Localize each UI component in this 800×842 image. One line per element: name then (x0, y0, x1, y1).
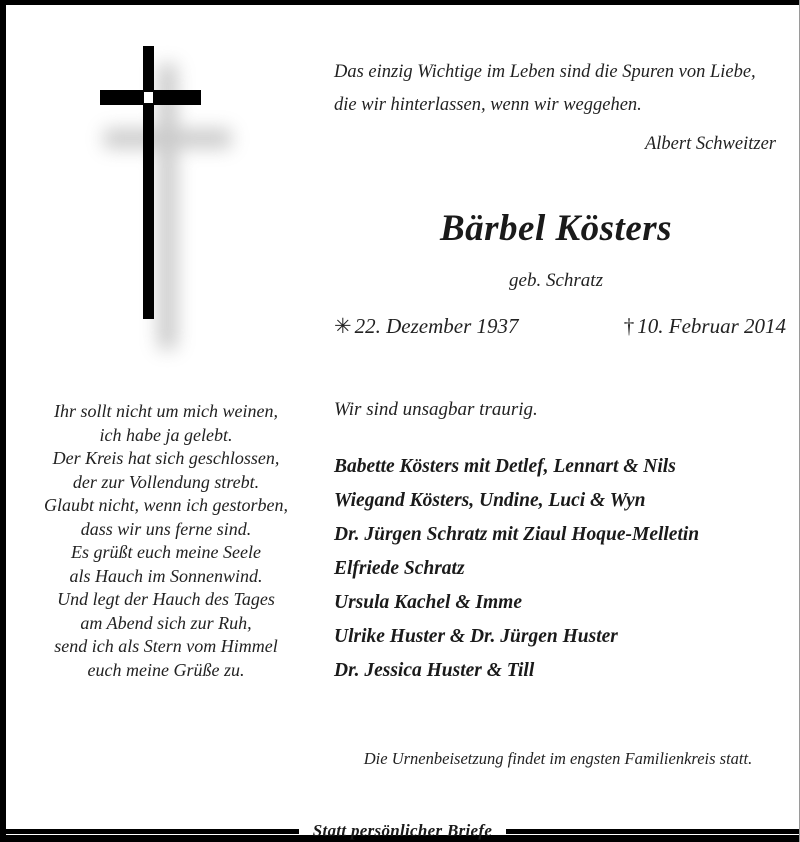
footer-left-rule (6, 829, 299, 834)
death-date-group (624, 313, 788, 340)
poem-line: euch meine Grüße zu. (87, 659, 245, 680)
poem-line: dass wir uns ferne sind. (80, 518, 252, 539)
birth-date-group (326, 313, 519, 340)
poem-line: der zur Vollendung strebt. (72, 471, 260, 492)
burial-note: Die Urnenbeisetzung findet im engsten Familienkreis statt. (363, 749, 753, 768)
death-date: 10. Februar 2014 (637, 314, 786, 338)
poem-line: Ihr sollt nicht um mich weinen, (54, 401, 278, 421)
family-name-row: Dr. Jürgen Schratz mit Ziaul Hoque-Melletin (334, 524, 700, 545)
death-cross-icon: † (623, 314, 635, 338)
family-name-row: Wiegand Kösters, Undine, Luci & Wyn (334, 490, 646, 511)
poem-line: Es grüßt euch meine Seele (71, 542, 261, 562)
family-name-row: Dr. Jessica Huster & Till (334, 660, 535, 681)
poem-line: am Abend sich zur Ruh, (80, 612, 252, 633)
footer-label: Statt persönlicher Briefe (312, 821, 493, 840)
family-names-list (334, 450, 784, 688)
cross-icon (84, 34, 234, 364)
deceased-name: Bärbel Kösters (439, 208, 673, 249)
cross-center-square (144, 92, 153, 103)
poem-line: ich habe ja gelebt. (99, 424, 233, 445)
poem-line: Und legt der Hauch des Tages (57, 589, 275, 609)
birth-date: 22. Dezember 1937 (354, 314, 519, 338)
cross-graphic (84, 34, 234, 364)
cross-vertical-bar (143, 46, 154, 319)
memorial-quote: Das einzig Wichtige im Leben sind die Spuren von Liebe, die wir hinterlassen, wenn wir weggehen. (334, 62, 756, 115)
footer (6, 820, 799, 842)
frame-top-rule (0, 0, 800, 5)
maiden-name: geb. Schratz (509, 270, 603, 291)
poem-line: Der Kreis hat sich geschlossen, (52, 448, 280, 468)
family-name-row: Ulrike Huster & Dr. Jürgen Huster (334, 626, 618, 647)
footer-right-rule (506, 829, 799, 834)
mourning-statement: Wir sind unsagbar traurig. (334, 399, 538, 420)
family-name-row: Babette Kösters mit Detlef, Lennart & Nils (334, 456, 676, 477)
frame-left-rule (0, 0, 6, 842)
birth-star-icon: ✳ (334, 314, 352, 338)
memorial-poem (22, 400, 310, 682)
poem-line: als Hauch im Sonnenwind. (69, 565, 263, 586)
poem-line: Glaubt nicht, wenn ich gestorben, (44, 495, 288, 515)
family-name-row: Ursula Kachel & Imme (334, 592, 522, 613)
life-dates (326, 313, 788, 340)
quote-author: Albert Schweitzer (644, 134, 776, 154)
family-name-row: Elfriede Schratz (334, 558, 465, 579)
name-block (326, 206, 786, 294)
poem-line: send ich als Stern vom Himmel (54, 636, 278, 656)
